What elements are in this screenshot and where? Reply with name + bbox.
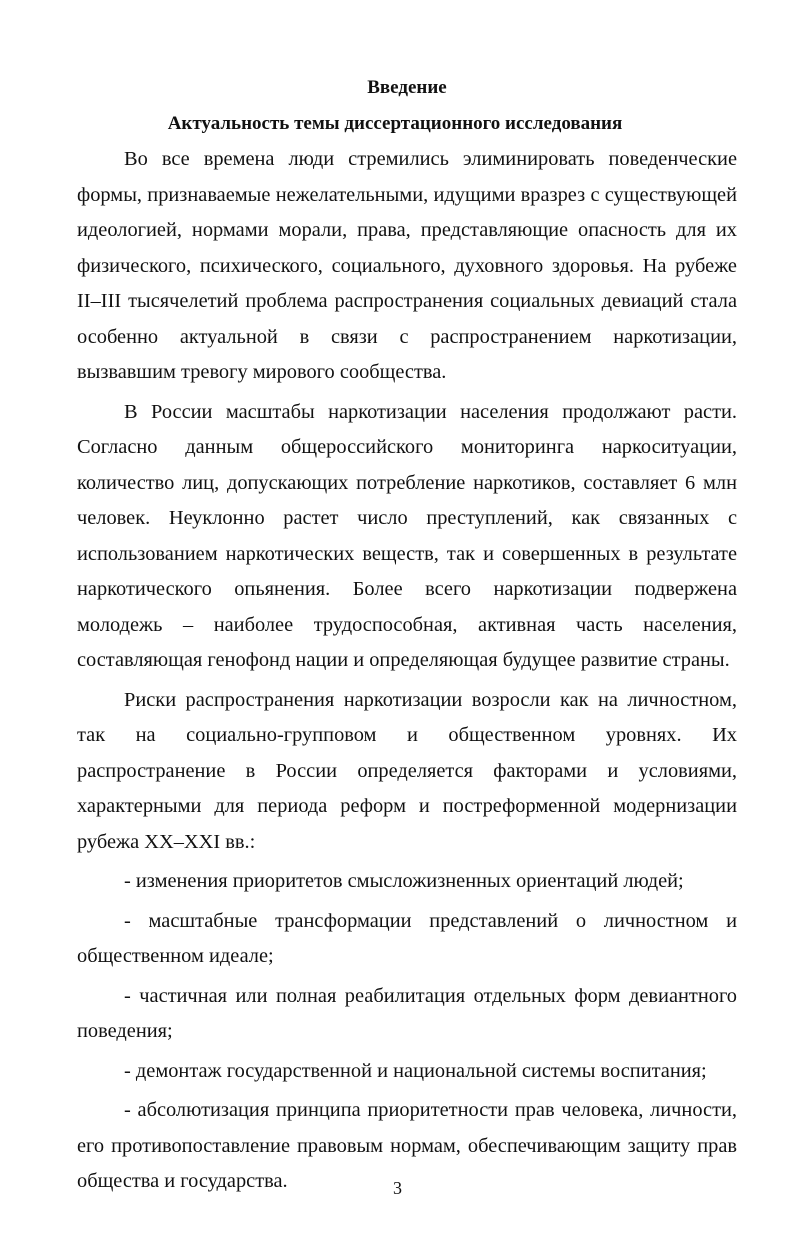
document-page [77, 70, 737, 1204]
paragraph-risks: Риски распространения наркотизации возросли как на личностном, так на социально-групповом и общественном уровнях. Их распространение в России определяется факторами и условиями, характерными для периода реформ и постреформенной модернизации рубежа XX–XXI вв.: [77, 688, 737, 853]
section-subtitle: Актуальность темы диссертационного исследования [167, 113, 623, 134]
paragraph-russia-scale: В России масштабы наркотизации населения продолжают расти. Согласно данным общероссийского мониторинга наркоситуации, количество лиц, допускающих потребление наркотиков, составляет 6 млн человек. Неуклонно растет число преступлений, как связанных с использованием наркотических веществ, так и совершенных в результате наркотического опьянения. Более всего наркотизации подвержена молодежь – наиболее трудоспособная, активная часть населения, составляющая генофонд нации и определяющая будущее развитие страны. [77, 400, 737, 671]
list-item-dismantling: - демонтаж государственной и национальной системы воспитания; [124, 1059, 707, 1082]
page-number: 3 [393, 1178, 402, 1198]
list-item-absolutization: - абсолютизация принципа приоритетности прав человека, личности, его противопоставление правовым нормам, обеспечивающим защиту прав общества и государства. [77, 1099, 737, 1192]
list-item-rehabilitation: - частичная или полная реабилитация отдельных форм девиантного поведения; [77, 984, 737, 1042]
section-title: Введение [367, 77, 447, 98]
paragraph-intro: Во все времена люди стремились элиминировать поведенческие формы, признаваемые нежелательными, идущими вразрез с существующей идеологией, нормами морали, права, представляющие опасность для их физического, психического, социального, духовного здоровья. На рубеже II–III тысячелетий проблема распространения социальных девиаций стала особенно актуальной в связи с распространением наркотизации, вызвавшим тревогу мирового сообщества. [77, 148, 737, 383]
list-item-priorities: - изменения приоритетов смысложизненных ориентаций людей; [124, 870, 684, 892]
list-item-transformations: - масштабные трансформации представлений о личностном и общественном идеале; [77, 909, 737, 967]
